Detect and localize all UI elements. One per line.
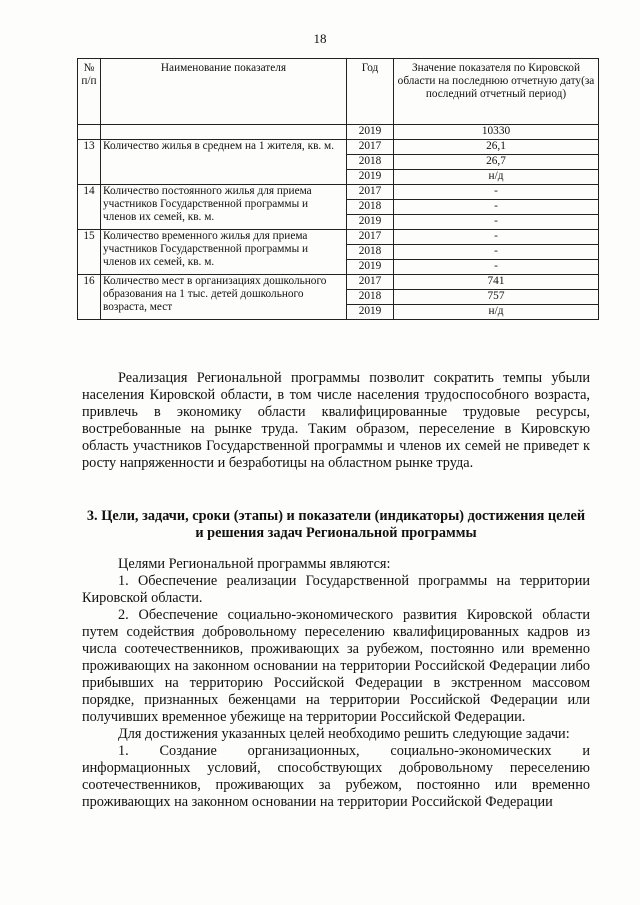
task-1: 1. Создание организационных, социально-экономических и информационных условий, способствующих добровольному переселению соотечественников, проживающих за рубежом, постоянно или временно проживающих на законном основании на территории Российской Федерации [82, 743, 590, 810]
cell-value: 10330 [394, 125, 599, 140]
indicators-table [77, 58, 599, 320]
cell-year: 2019 [347, 215, 394, 230]
cell-num: 13 [78, 140, 101, 185]
table-row [78, 230, 599, 245]
cell-year: 2018 [347, 200, 394, 215]
page-number: 18 [313, 31, 327, 46]
cell-value: - [394, 260, 599, 275]
header-name: Наименование показателя [101, 59, 347, 125]
cell-value: 26,1 [394, 140, 599, 155]
table-row [78, 125, 599, 140]
cell-value: - [394, 215, 599, 230]
cell-value: 26,7 [394, 155, 599, 170]
goals-block [82, 556, 590, 811]
cell-value: - [394, 230, 599, 245]
goal-2: 2. Обеспечение социально-экономического развития Кировской области путем содействия добровольному переселению квалифицированных кадров из числа соотечественников, проживающих за рубежом, постоянно или временно проживающих на законном основании на территории Российской Федерации либо прибывших на территорию Российской Федерации в экстренном массовом порядке, признанных беженцами на территории Российской Федерации или получивших временное убежище на территории Российской Федерации. [82, 607, 590, 725]
cell-year: 2017 [347, 185, 394, 200]
cell-value: - [394, 245, 599, 260]
cell-value: н/д [394, 305, 599, 320]
paragraph-1: Реализация Региональной программы позволит сократить темпы убыли населения Кировской области, в том числе населения трудоспособного возраста, привлечь в экономику области квалифицированные трудовые ресурсы, востребованные на рынке труда. Таким образом, переселение в Кировскую область участников Государственной программы и членов их семей не приведет к росту напряженности и безработицы на областном рынке труда. [82, 370, 590, 471]
tasks-intro: Для достижения указанных целей необходимо решить следующие задачи: [118, 726, 570, 742]
header-num: № п/п [78, 59, 101, 125]
cell-year: 2017 [347, 140, 394, 155]
goals-intro: Целями Региональной программы являются: [118, 556, 391, 572]
cell-year: 2019 [347, 170, 394, 185]
cell-year: 2019 [347, 125, 394, 140]
goal-1: 1. Обеспечение реализации Государственной программы на территории Кировской области. [82, 573, 590, 606]
cell-year: 2017 [347, 230, 394, 245]
header-value: Значение показателя по Кировской области на последнюю отчетную дату(за последний отчетный период) [394, 59, 599, 125]
cell-indicator-name: Количество жилья в среднем на 1 жителя, кв. м. [101, 140, 347, 185]
cell-year: 2018 [347, 245, 394, 260]
cell-value: н/д [394, 170, 599, 185]
cell-value: 757 [394, 290, 599, 305]
cell-num: 16 [78, 275, 101, 320]
header-year: Год [347, 59, 394, 125]
table-row [78, 275, 599, 290]
cell-num: 14 [78, 185, 101, 230]
cell-num: 15 [78, 230, 101, 275]
cell-value: - [394, 200, 599, 215]
table-header-row [78, 59, 599, 125]
cell-year: 2019 [347, 260, 394, 275]
paragraph-conclusion [82, 370, 590, 472]
section-heading: 3. Цели, задачи, сроки (этапы) и показатели (индикаторы) достижения целей и решения задач Региональной программы [86, 508, 586, 541]
cell-value: 741 [394, 275, 599, 290]
cell-indicator-name: Количество постоянного жилья для приема участников Государственной программы и членов их семей, кв. м. [101, 185, 347, 230]
table-row [78, 140, 599, 155]
cell-year: 2019 [347, 305, 394, 320]
cell-indicator-name: Количество мест в организациях дошкольного образования на 1 тыс. детей дошкольного возраста, мест [101, 275, 347, 320]
cell-value: - [394, 185, 599, 200]
table-row [78, 185, 599, 200]
cell-year: 2017 [347, 275, 394, 290]
cell-year: 2018 [347, 290, 394, 305]
cell-indicator-name: Количество временного жилья для приема участников Государственной программы и членов их семей, кв. м. [101, 230, 347, 275]
cell-year: 2018 [347, 155, 394, 170]
